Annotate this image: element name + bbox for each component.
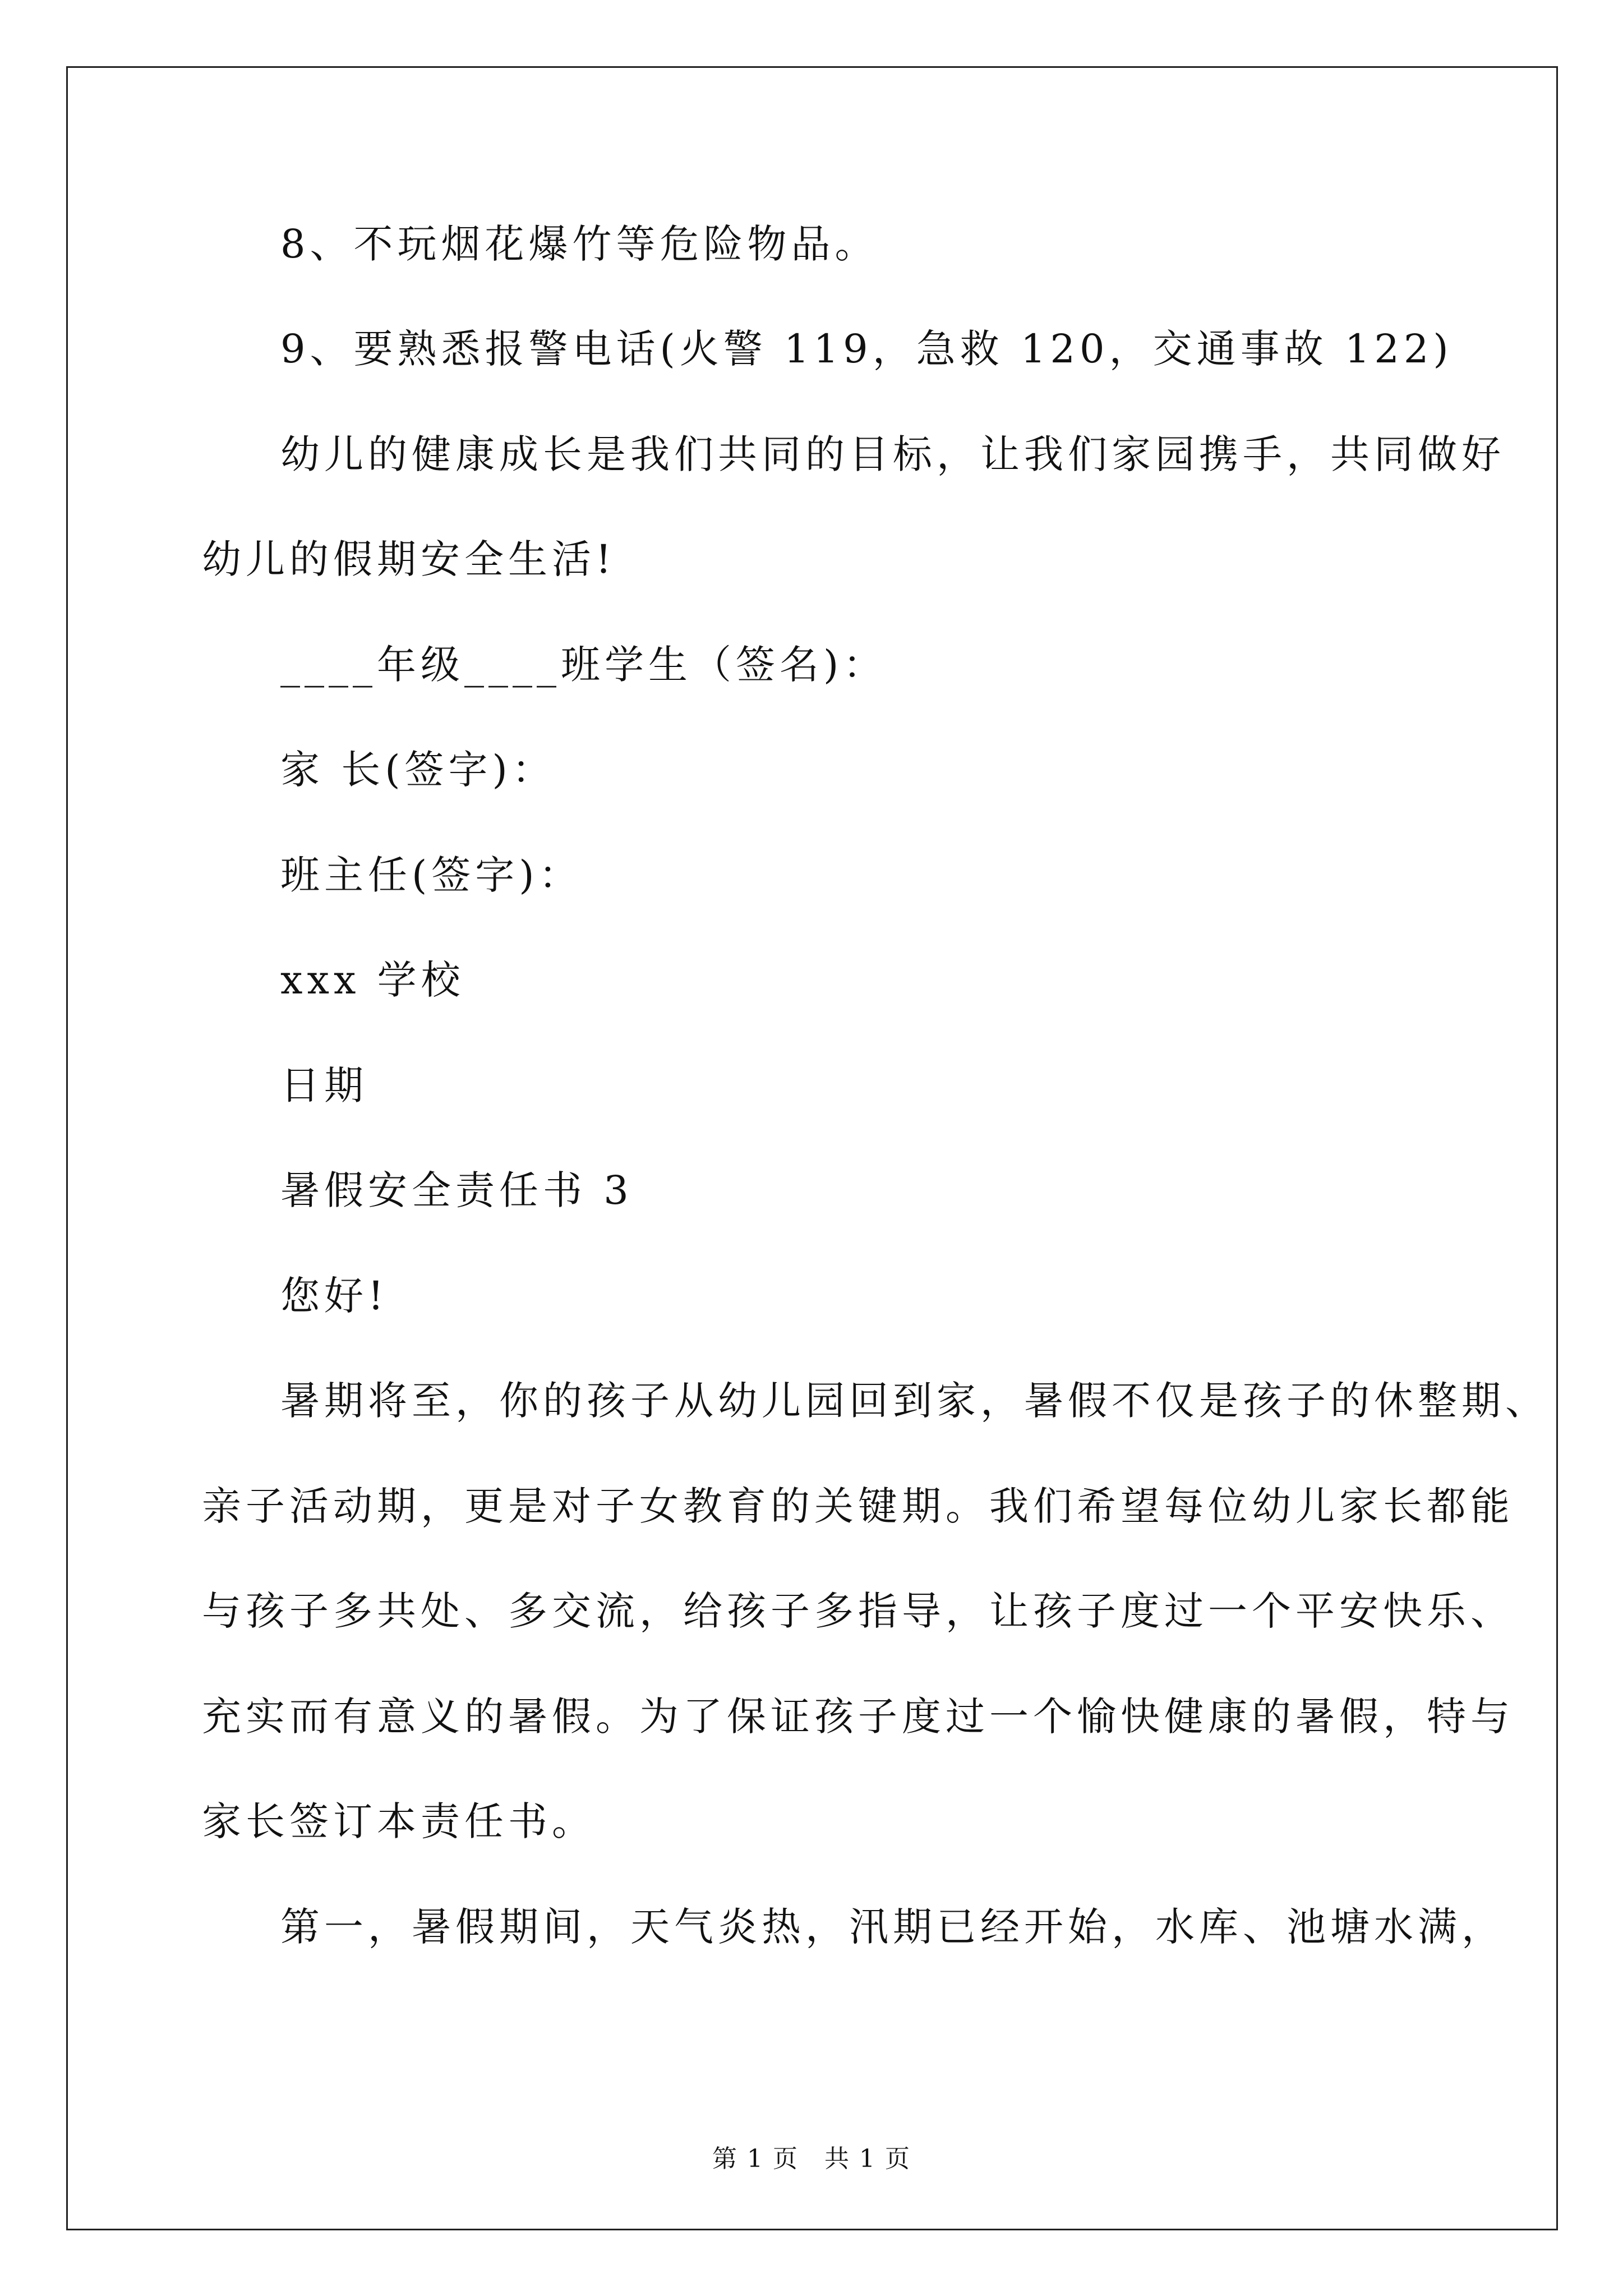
paragraph-line: 家长签订本责任书。 [202,1798,596,1844]
paragraph-line: 幼儿的健康成长是我们共同的目标，让我们家园携手，共同做好 [280,431,1505,477]
page-number: 第 1 页 共 1 页 [712,2145,911,2173]
paragraph-line: 8、不玩烟花爆竹等危险物品。 [280,221,879,267]
paragraph-line: 9、要熟悉报警电话(火警 119，急救 120，交通事故 122) [280,326,1453,372]
paragraph-line: 充实而有意义的暑假。为了保证孩子度过一个愉快健康的暑假，特与 [202,1694,1514,1740]
paragraph-line: 第一，暑假期间，天气炎热，汛期已经开始，水库、池塘水满， [280,1904,1505,1950]
date-label: 日期 [280,1062,368,1108]
paragraph-line: 幼儿的假期安全生活! [202,536,616,582]
signature-line-teacher: 班主任(签字)： [280,852,583,898]
paragraph-line: 暑期将至，你的孩子从幼儿园回到家，暑假不仅是孩子的休整期、 [280,1378,1549,1424]
greeting: 您好! [280,1273,389,1319]
signature-line-parent: 家 长(签字)： [280,747,556,793]
school-name: xxx 学校 [280,957,465,1003]
paragraph-line: 与孩子多共处、多交流，给孩子多指导，让孩子度过一个平安快乐、 [202,1588,1514,1634]
paragraph-line: 亲子活动期，更是对子女教育的关键期。我们希望每位幼儿家长都能 [202,1483,1514,1529]
section-title: 暑假安全责任书 3 [280,1167,633,1213]
signature-line-student: ____年级____班学生（签名)： [280,642,887,688]
